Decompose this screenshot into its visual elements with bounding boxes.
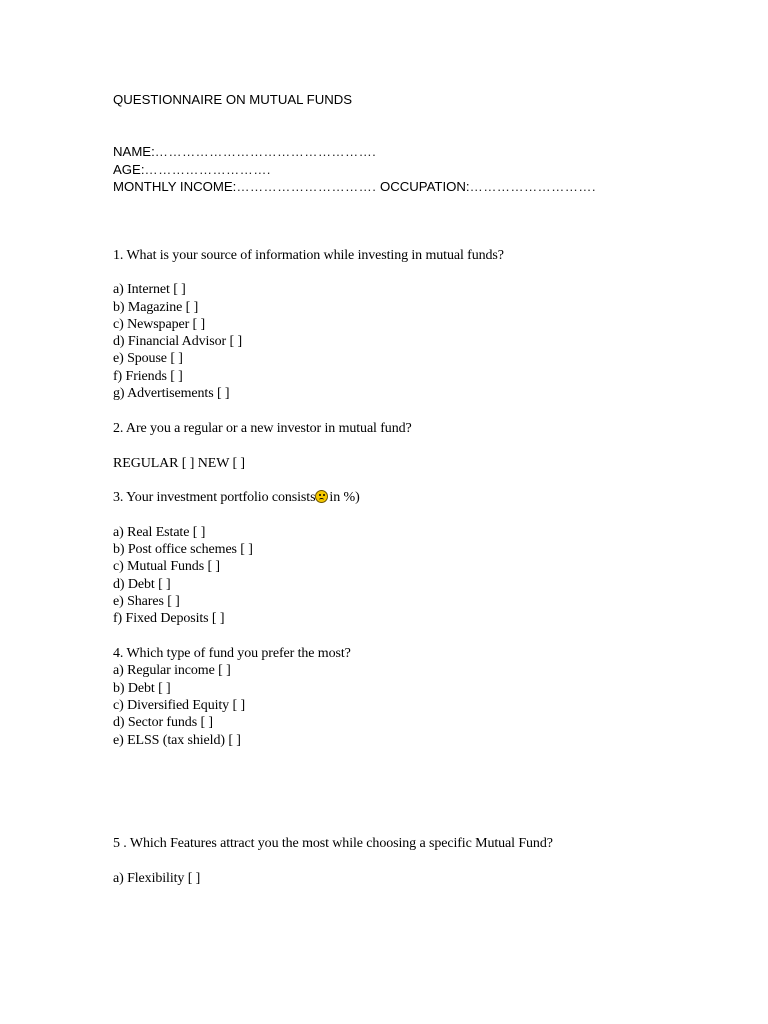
name-label: NAME: [113, 144, 155, 159]
question-3-option: d) Debt [ ] [113, 577, 171, 592]
age-field [113, 161, 271, 178]
question-4-option: b) Debt [ ] [113, 681, 171, 696]
question-1-option: g) Advertisements [ ] [113, 386, 230, 401]
frown-face-icon [315, 490, 328, 503]
question-5: 5 . Which Features attract you the most while choosing a specific Mutual Fund? [113, 836, 553, 851]
question-3-option: c) Mutual Funds [ ] [113, 559, 220, 574]
occupation-fill-line: ………………………. [469, 179, 596, 194]
occupation-label: OCCUPATION: [379, 179, 470, 194]
question-5-option: a) Flexibility [ ] [113, 871, 201, 886]
monthly-income-label: MONTHLY INCOME: [113, 179, 237, 194]
monthly-income-fill-line: …………………………. [236, 179, 377, 194]
question-2: 2. Are you a regular or a new investor in mutual fund? [113, 421, 412, 436]
age-label: AGE: [113, 162, 145, 177]
question-3-option: a) Real Estate [ ] [113, 525, 206, 540]
question-4-option: e) ELSS (tax shield) [ ] [113, 733, 241, 748]
question-1-option: b) Magazine [ ] [113, 300, 199, 315]
question-4-option: a) Regular income [ ] [113, 663, 231, 678]
name-field [113, 143, 376, 160]
name-fill-line: …………………………………………. [154, 144, 377, 159]
question-1-option: a) Internet [ ] [113, 282, 186, 297]
page-title: QUESTIONNAIRE ON MUTUAL FUNDS [113, 92, 353, 107]
question-4: 4. Which type of fund you prefer the most? [113, 646, 351, 661]
income-occupation-field [113, 178, 596, 195]
question-1-option: e) Spouse [ ] [113, 351, 183, 366]
question-1-option: f) Friends [ ] [113, 369, 183, 384]
question-3 [113, 489, 360, 506]
question-2-answer-line: REGULAR [ ] NEW [ ] [113, 456, 245, 471]
question-3-text-end: in %) [329, 490, 360, 505]
question-3-text-start: 3. Your investment portfolio consists [113, 490, 316, 505]
question-1-option: d) Financial Advisor [ ] [113, 334, 243, 349]
question-1: 1. What is your source of information while investing in mutual funds? [113, 248, 504, 263]
question-4-option: c) Diversified Equity [ ] [113, 698, 246, 713]
question-4-option: d) Sector funds [ ] [113, 715, 213, 730]
question-3-option: e) Shares [ ] [113, 594, 180, 609]
age-fill-line: ………………………. [144, 162, 271, 177]
question-3-option: b) Post office schemes [ ] [113, 542, 253, 557]
question-3-option: f) Fixed Deposits [ ] [113, 611, 225, 626]
question-1-option: c) Newspaper [ ] [113, 317, 206, 332]
